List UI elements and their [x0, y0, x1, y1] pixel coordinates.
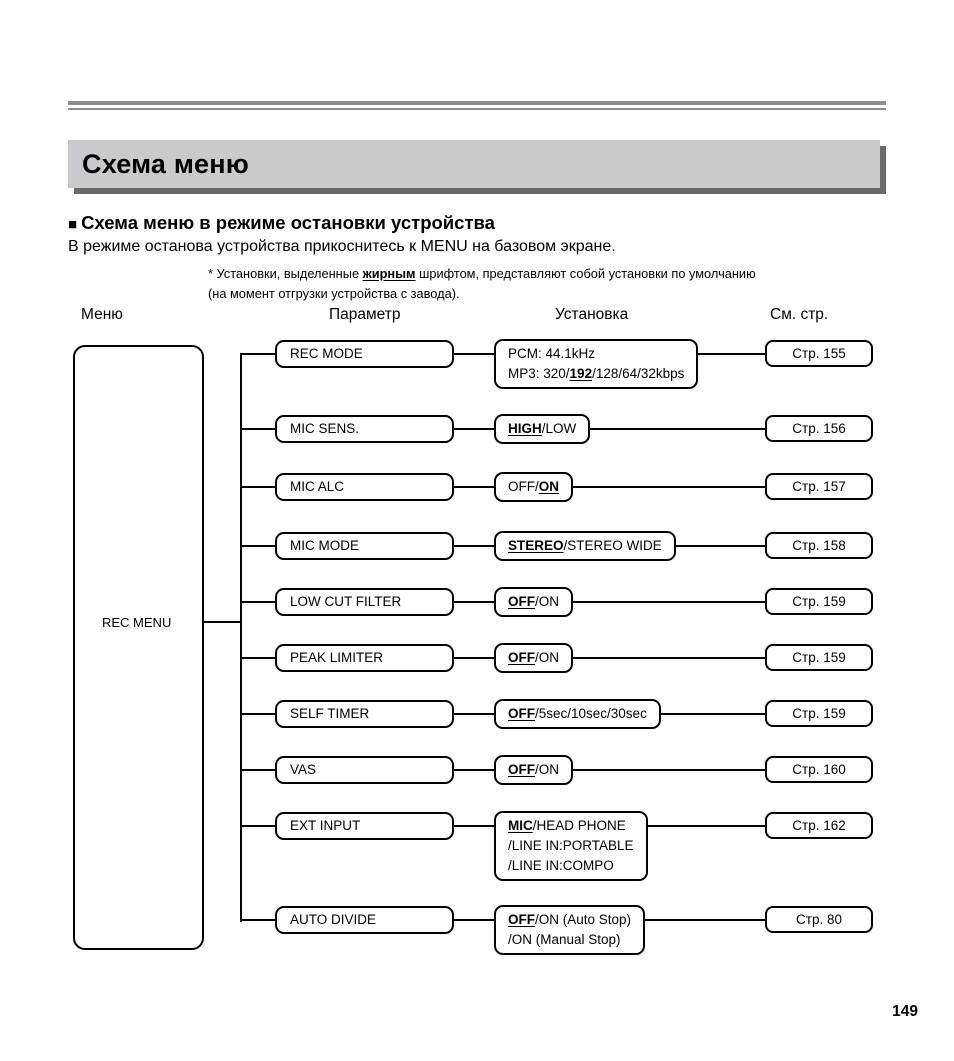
- setting-line: /LINE IN:PORTABLE: [508, 838, 634, 853]
- param-box-peak-limiter: PEAK LIMITER: [275, 644, 454, 672]
- param-box-mic-alc: MIC ALC: [275, 473, 454, 501]
- param-box-mic-sens: MIC SENS.: [275, 415, 454, 443]
- param-box-self-timer: SELF TIMER: [275, 700, 454, 728]
- column-header-param: Параметр: [329, 306, 401, 323]
- setting-box-auto-divide: [494, 905, 645, 955]
- setting-box-mic-mode: [494, 531, 676, 561]
- column-header-setting: Установка: [555, 306, 629, 323]
- param-box-auto-divide: AUTO DIVIDE: [275, 906, 454, 934]
- setting-line: MIC/HEAD PHONE: [508, 818, 626, 833]
- setting-line: STEREO/STEREO WIDE: [508, 538, 662, 553]
- setting-box-mic-alc: [494, 472, 573, 502]
- page-ref-box-ext-input: Стр. 162: [765, 812, 873, 839]
- param-box-rec-mode: REC MODE: [275, 340, 454, 368]
- footnote-line2: (на момент отгрузки устройства с завода).: [208, 285, 460, 301]
- rec-menu-label: [86, 608, 171, 636]
- page-ref-box-vas: Стр. 160: [765, 756, 873, 783]
- page-ref-box-rec-mode: Стр. 155: [765, 340, 873, 367]
- setting-line: OFF/5sec/10sec/30sec: [508, 706, 647, 721]
- column-header-page-ref: См. стр.: [770, 306, 829, 323]
- top-rule-thin: [68, 108, 886, 110]
- page-ref-box-mic-sens: Стр. 156: [765, 415, 873, 442]
- param-box-mic-mode: MIC MODE: [275, 532, 454, 560]
- setting-box-self-timer: [494, 699, 661, 729]
- page-ref-box-low-cut-filter: Стр. 159: [765, 588, 873, 615]
- rec-menu-box: [73, 345, 204, 950]
- setting-box-low-cut-filter: [494, 587, 573, 617]
- setting-line: PCM: 44.1kHz: [508, 346, 596, 361]
- section-heading: [68, 212, 495, 234]
- setting-box-mic-sens: [494, 414, 590, 444]
- param-box-low-cut-filter: LOW CUT FILTER: [275, 588, 454, 616]
- setting-box-rec-mode: [494, 339, 698, 389]
- page-ref-box-mic-mode: Стр. 158: [765, 532, 873, 559]
- microphone-icon: [86, 615, 98, 630]
- intro-text: В режиме останова устройства прикоснитесь к MENU на базовом экране.: [68, 238, 616, 255]
- page-ref-box-peak-limiter: Стр. 159: [765, 644, 873, 671]
- setting-line: MP3: 320/192/128/64/32kbps: [508, 366, 685, 381]
- top-rule-thick: [68, 101, 886, 105]
- param-box-vas: VAS: [275, 756, 454, 784]
- setting-line: OFF/ON: [508, 650, 560, 665]
- setting-line: HIGH/LOW: [508, 421, 577, 436]
- page-ref-box-auto-divide: Стр. 80: [765, 906, 873, 933]
- page-title: Схема меню: [82, 149, 249, 179]
- chapter-title-bar: [68, 140, 880, 188]
- section-heading-text: Схема меню в режиме остановки устройства: [81, 212, 495, 233]
- setting-line: OFF/ON: [508, 594, 560, 609]
- page-ref-box-mic-alc: Стр. 157: [765, 473, 873, 500]
- footnote-line1: * Установки, выделенные жирным шрифтом, представляют собой установки по умолчанию: [208, 266, 756, 281]
- setting-box-vas: [494, 755, 573, 785]
- setting-box-ext-input: [494, 811, 648, 881]
- setting-box-peak-limiter: [494, 643, 573, 673]
- setting-line: /ON (Manual Stop): [508, 932, 621, 947]
- square-marker-icon: ■: [68, 216, 78, 233]
- rec-menu-text: REC MENU: [102, 614, 172, 630]
- param-box-ext-input: EXT INPUT: [275, 812, 454, 840]
- setting-line: OFF/ON: [508, 762, 560, 777]
- page-ref-box-self-timer: Стр. 159: [765, 700, 873, 727]
- page-number: 149: [892, 1003, 918, 1020]
- trunk-line: [240, 353, 242, 922]
- setting-line: OFF/ON (Auto Stop): [508, 912, 632, 927]
- setting-line: OFF/ON: [508, 479, 559, 494]
- footnote: [208, 264, 888, 303]
- setting-line: /LINE IN:COMPO: [508, 858, 614, 873]
- column-header-menu: Меню: [81, 306, 123, 323]
- menu-trunk-connector-line: [204, 621, 241, 623]
- footnote-highlight: жирным: [362, 266, 416, 281]
